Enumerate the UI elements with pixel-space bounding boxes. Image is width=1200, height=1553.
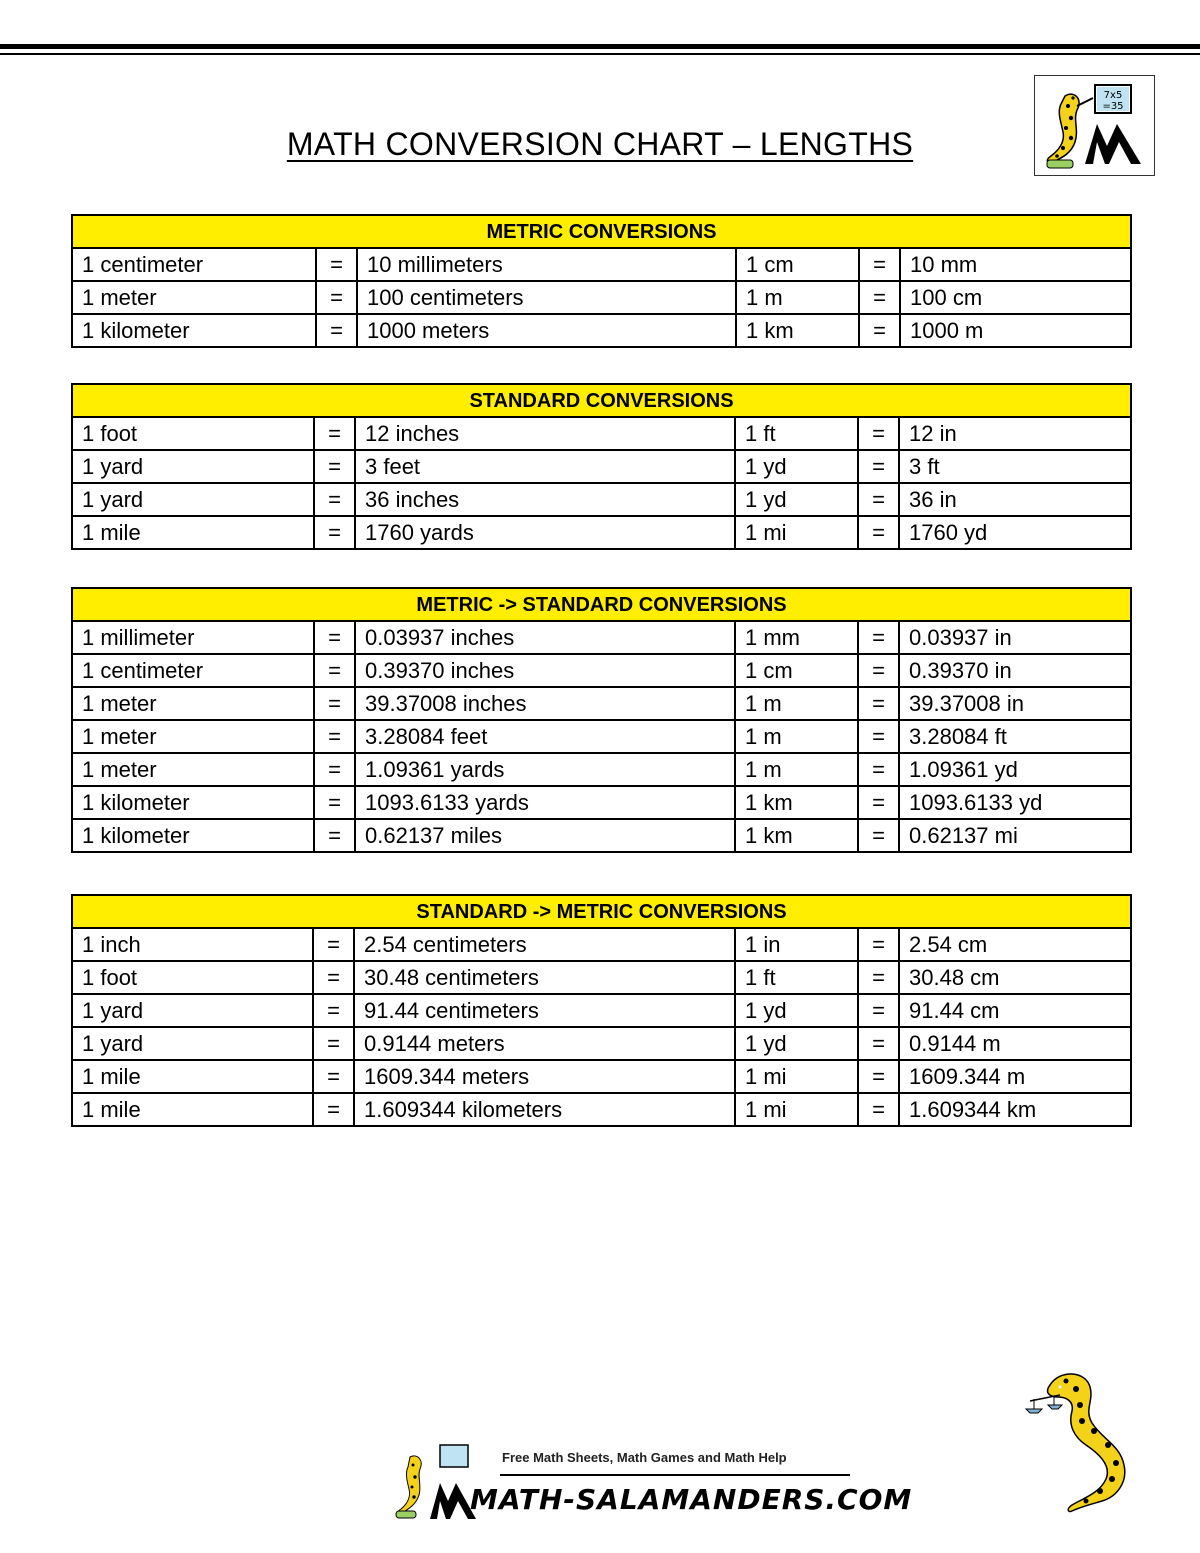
cell-abbr-unit: 1 km (735, 786, 858, 819)
cell-unit: 1 inch (72, 928, 313, 961)
svg-text:=35: =35 (1102, 101, 1124, 112)
cell-value: 0.03937 inches (355, 621, 735, 654)
cell-equals: = (859, 314, 900, 347)
table-row (72, 450, 1131, 483)
cell-unit: 1 meter (72, 720, 314, 753)
cell-value: 1.09361 yards (355, 753, 735, 786)
cell-abbr-unit: 1 m (735, 687, 858, 720)
table-row (72, 281, 1131, 314)
cell-unit: 1 yard (72, 450, 314, 483)
cell-equals: = (314, 687, 355, 720)
cell-equals: = (858, 1093, 899, 1126)
cell-equals: = (313, 1027, 354, 1060)
cell-value: 1.609344 kilometers (354, 1093, 735, 1126)
cell-abbr-unit: 1 yd (735, 994, 858, 1027)
table-row (72, 621, 1131, 654)
cell-equals: = (858, 483, 899, 516)
footer-divider (500, 1474, 850, 1476)
cell-equals: = (314, 654, 355, 687)
cell-abbr-value: 1.09361 yd (899, 753, 1131, 786)
cell-abbr-unit: 1 ft (735, 417, 858, 450)
footer-tagline: Free Math Sheets, Math Games and Math Help (502, 1450, 787, 1465)
cell-equals: = (858, 994, 899, 1027)
metric-to-standard-table (71, 587, 1132, 853)
cell-abbr-unit: 1 mi (735, 1060, 858, 1093)
table-row (72, 961, 1131, 994)
cell-abbr-unit: 1 km (735, 819, 858, 852)
cell-equals: = (858, 450, 899, 483)
table-row (72, 753, 1131, 786)
cell-equals: = (314, 516, 355, 549)
footer-site-name: MATH-SALAMANDERS.COM (470, 1483, 913, 1516)
cell-abbr-unit: 1 mm (735, 621, 858, 654)
salamander-easel-icon (1035, 76, 1154, 175)
cell-abbr-value: 0.9144 m (899, 1027, 1131, 1060)
cell-abbr-value: 1.609344 km (899, 1093, 1131, 1126)
salamander-scales-icon (1020, 1365, 1150, 1515)
cell-unit: 1 foot (72, 961, 313, 994)
cell-value: 1000 meters (357, 314, 736, 347)
table-heading: STANDARD CONVERSIONS (72, 384, 1131, 417)
cell-equals: = (314, 621, 355, 654)
page-title: MATH CONVERSION CHART – LENGTHS (286, 126, 914, 162)
cell-value: 0.39370 inches (355, 654, 735, 687)
cell-value: 36 inches (355, 483, 735, 516)
cell-equals: = (316, 314, 357, 347)
table-row (72, 786, 1131, 819)
cell-abbr-value: 3.28084 ft (899, 720, 1131, 753)
table-row (72, 417, 1131, 450)
cell-equals: = (313, 961, 354, 994)
cell-value: 1609.344 meters (354, 1060, 735, 1093)
cell-equals: = (314, 786, 355, 819)
cell-abbr-unit: 1 m (735, 753, 858, 786)
cell-abbr-value: 1093.6133 yd (899, 786, 1131, 819)
cell-equals: = (858, 687, 899, 720)
cell-value: 91.44 centimeters (354, 994, 735, 1027)
table-row (72, 1060, 1131, 1093)
cell-equals: = (858, 720, 899, 753)
cell-equals: = (314, 753, 355, 786)
table-row (72, 314, 1131, 347)
cell-equals: = (858, 417, 899, 450)
cell-value: 10 millimeters (357, 248, 736, 281)
cell-value: 0.62137 miles (355, 819, 735, 852)
cell-abbr-value: 30.48 cm (899, 961, 1131, 994)
table-row (72, 483, 1131, 516)
cell-equals: = (858, 621, 899, 654)
table-row (72, 1093, 1131, 1126)
cell-value: 100 centimeters (357, 281, 736, 314)
cell-equals: = (858, 819, 899, 852)
table-heading: METRIC CONVERSIONS (72, 215, 1131, 248)
cell-value: 30.48 centimeters (354, 961, 735, 994)
cell-equals: = (314, 417, 355, 450)
cell-equals: = (313, 1093, 354, 1126)
cell-equals: = (314, 720, 355, 753)
metric-conversions-table (71, 214, 1132, 348)
cell-abbr-unit: 1 yd (735, 450, 858, 483)
cell-abbr-value: 0.62137 mi (899, 819, 1131, 852)
cell-abbr-value: 91.44 cm (899, 994, 1131, 1027)
cell-abbr-value: 1609.344 m (899, 1060, 1131, 1093)
cell-equals: = (313, 1060, 354, 1093)
table-row (72, 654, 1131, 687)
table-row (72, 819, 1131, 852)
cell-equals: = (314, 450, 355, 483)
cell-equals: = (314, 819, 355, 852)
table-row (72, 720, 1131, 753)
cell-unit: 1 mile (72, 516, 314, 549)
cell-equals: = (858, 786, 899, 819)
cell-value: 1093.6133 yards (355, 786, 735, 819)
cell-abbr-value: 1000 m (900, 314, 1131, 347)
cell-abbr-unit: 1 cm (736, 248, 859, 281)
cell-unit: 1 yard (72, 994, 313, 1027)
cell-unit: 1 meter (72, 281, 316, 314)
cell-equals: = (858, 928, 899, 961)
cell-unit: 1 yard (72, 483, 314, 516)
cell-abbr-unit: 1 km (736, 314, 859, 347)
table-row (72, 994, 1131, 1027)
table-row (72, 928, 1131, 961)
cell-unit: 1 mile (72, 1060, 313, 1093)
cell-equals: = (858, 753, 899, 786)
cell-unit: 1 kilometer (72, 314, 316, 347)
cell-equals: = (313, 994, 354, 1027)
cell-abbr-value: 39.37008 in (899, 687, 1131, 720)
cell-unit: 1 meter (72, 687, 314, 720)
cell-unit: 1 centimeter (72, 248, 316, 281)
cell-value: 1760 yards (355, 516, 735, 549)
cell-equals: = (858, 1027, 899, 1060)
cell-abbr-unit: 1 in (735, 928, 858, 961)
cell-abbr-unit: 1 mi (735, 516, 858, 549)
cell-equals: = (316, 281, 357, 314)
standard-to-metric-table (71, 894, 1132, 1127)
cell-equals: = (858, 961, 899, 994)
cell-unit: 1 yard (72, 1027, 313, 1060)
cell-unit: 1 millimeter (72, 621, 314, 654)
cell-abbr-value: 1760 yd (899, 516, 1131, 549)
math-salamanders-logo (1034, 75, 1155, 176)
cell-unit: 1 kilometer (72, 786, 314, 819)
cell-abbr-value: 2.54 cm (899, 928, 1131, 961)
cell-abbr-unit: 1 m (735, 720, 858, 753)
cell-unit: 1 foot (72, 417, 314, 450)
table-row (72, 1027, 1131, 1060)
table-row (72, 516, 1131, 549)
table-row (72, 248, 1131, 281)
cell-value: 0.9144 meters (354, 1027, 735, 1060)
table-row (72, 687, 1131, 720)
cell-abbr-value: 12 in (899, 417, 1131, 450)
top-rule-thin (0, 53, 1200, 55)
cell-equals: = (859, 248, 900, 281)
cell-value: 2.54 centimeters (354, 928, 735, 961)
cell-equals: = (859, 281, 900, 314)
cell-equals: = (314, 483, 355, 516)
logo-board-text: 7x5 (1103, 90, 1123, 101)
cell-abbr-value: 100 cm (900, 281, 1131, 314)
cell-abbr-unit: 1 cm (735, 654, 858, 687)
cell-abbr-unit: 1 mi (735, 1093, 858, 1126)
cell-abbr-unit: 1 ft (735, 961, 858, 994)
cell-unit: 1 mile (72, 1093, 313, 1126)
cell-value: 12 inches (355, 417, 735, 450)
cell-equals: = (858, 654, 899, 687)
cell-abbr-unit: 1 m (736, 281, 859, 314)
cell-equals: = (316, 248, 357, 281)
table-heading: METRIC -> STANDARD CONVERSIONS (72, 588, 1131, 621)
cell-abbr-value: 3 ft (899, 450, 1131, 483)
cell-value: 3.28084 feet (355, 720, 735, 753)
cell-unit: 1 kilometer (72, 819, 314, 852)
cell-abbr-value: 0.39370 in (899, 654, 1131, 687)
cell-value: 39.37008 inches (355, 687, 735, 720)
cell-abbr-value: 0.03937 in (899, 621, 1131, 654)
cell-equals: = (313, 928, 354, 961)
standard-conversions-table (71, 383, 1132, 550)
cell-abbr-value: 10 mm (900, 248, 1131, 281)
cell-abbr-value: 36 in (899, 483, 1131, 516)
cell-unit: 1 meter (72, 753, 314, 786)
cell-equals: = (858, 516, 899, 549)
cell-unit: 1 centimeter (72, 654, 314, 687)
cell-equals: = (858, 1060, 899, 1093)
cell-abbr-unit: 1 yd (735, 483, 858, 516)
cell-abbr-unit: 1 yd (735, 1027, 858, 1060)
cell-value: 3 feet (355, 450, 735, 483)
top-rule-thick (0, 44, 1200, 49)
table-heading: STANDARD -> METRIC CONVERSIONS (72, 895, 1131, 928)
